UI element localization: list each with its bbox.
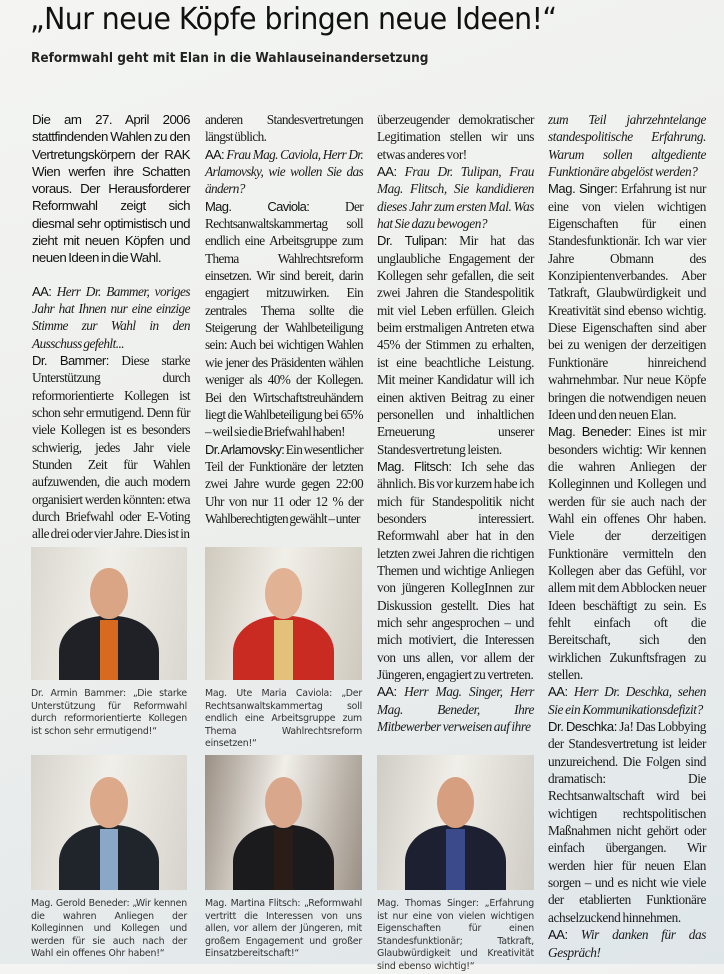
paragraph-text: anderen Standesvertretungen längst üblich. (205, 112, 363, 145)
paragraph-text: Wir danken für das Gespräch! (548, 927, 706, 960)
interview-question (548, 926, 706, 961)
speaker-label: Mag. Beneder: (548, 424, 632, 440)
clothing-detail (100, 829, 119, 890)
text-column-1 (32, 111, 190, 543)
speaker-label: Mag. Flitsch: (377, 458, 452, 474)
caption-beneder: Mag. Gerold Beneder: „Wir kennen die wahren Anliegen der Kolleginnen und Kollegen und werden für sie auch nach der Wahl ein offenes Ohr haben!“ (31, 898, 187, 960)
interview-answer (548, 180, 706, 423)
paragraph-text: Erfahrung ist nur eine von vielen wichtigen Eigenschaften für einen Standesfunktionär. Ich war vier Jahre Obmann des Konzipientenverbandes. Aber Tatkraft, Glaubwürdigkeit und Kreativität sind ebenso wichtig. Diese Eigenschaften sind aber bei zu wenigen der derzeitigen Funktionäre hinreichend wahrnehmbar. Nur neue Köpfe bringen die notwendigen neuen Ideen und den neuen Elan. (548, 181, 706, 422)
speaker-label: AA: (548, 684, 568, 700)
interview-question (32, 283, 190, 352)
person-head (265, 777, 303, 828)
clothing-detail (100, 620, 119, 680)
paragraph-text: zum Teil jahrzehntelange standespolitische Erfahrung. Warum sollen altgediente Funktionäre abgelöst werden? (548, 112, 706, 180)
interview-answer (205, 441, 363, 528)
interview-question (548, 111, 706, 180)
speaker-label: AA: (377, 684, 397, 700)
speaker-label: AA: (32, 283, 52, 299)
speaker-label: Dr. Bammer: (32, 353, 109, 369)
interview-answer (377, 458, 534, 683)
paragraph-text: Herr Mag. Singer, Herr Mag. Beneder, Ihre Mitbewerber verweisen auf ihre (377, 684, 534, 735)
person-head (90, 568, 127, 619)
paragraph-text: Der Rechtsanwaltskammertag soll endlich eine Arbeitsgruppe zum Thema Wahlrechtsreform einsetzen. Wir sind bereit, darin engagiert mitzuwirken. Ein zentrales Thema sollte die Steigerung der Wahlbeteiligung sein: Auch bei wichtigen Wahlen wie jener des Präsidenten wählen weniger als 40% der Kollegen. Bei den Wirtschaftstreuhändern liegt die Wahlbeteiligung bei 65% – weil sie die Briefwahl haben! (205, 198, 363, 440)
text-column-2 (205, 111, 363, 527)
paragraph-text: Herr Dr. Deschka, sehen Sie ein Kommunikationsdefizit? (548, 684, 706, 717)
interview-question (377, 683, 534, 735)
paragraph-text: Herr Dr. Bammer, voriges Jahr hat Ihnen nur eine einzige Stimme zur Wahl in den Ausschuss gefehlt... (32, 283, 190, 351)
paragraph-text: überzeugender demokratischer Legitimation stellen wir uns etwas anderes vor! (377, 112, 534, 162)
paragraph-text: Frau Mag. Caviola, Herr Dr. Arlamovsky, wie wollen Sie das ändern? (205, 146, 364, 197)
interview-answer (377, 232, 534, 457)
article-title: „Nur neue Köpfe bringen neue Ideen!“ (30, 2, 557, 37)
paragraph-text: Eines ist mir besonders wichtig: Wir kennen die wahren Anliegen der Kolleginnen und Kollegen und werden für sie auch nach der Wahl ein offenes Ohr haben. Viele der derzeitigen Funktionäre vermitteln den Kollegen aber das Gefühl, vor allem mit dem Abblocken neuer Ideen beschäftigt zu sein. Es fehlt einfach oft die Bereitschaft, sich den wirklichen Zukunftsfragen zu stellen. (548, 424, 707, 682)
interview-answer (205, 111, 363, 146)
paragraph-text: Ein wesentlicher Teil der Funktionäre der letzten zwei Jahre wurde gegen 22:00 Uhr von nur 11 oder 12 % der Wahlberechtigten gewählt – unter (205, 441, 363, 526)
paragraph-text: Ja! Das Lobbying der Standesvertretung ist leider unzureichend. Die Folgen sind dramatisch: Die Rechtsanwaltschaft wird bei wichtigen rechtspolitischen Maßnahmen nicht gehört oder einfach übergangen. Wir werden hier für neuen Elan sorgen – und es nicht wie viele der etablierten Funktionäre achselzuckend hinnehmen. (548, 719, 706, 925)
paragraph-text: Diese starke Unterstützung durch reformorientierte Kollegen ist schon sehr ermutigend. Denn für viele Kollegen ist es besonders schwierig, jedes Jahr viele Stunden Zeit für Wahlen aufzuwenden, die auch modern organisiert werden könnten: etwa durch Briefwahl oder E-Voting alle drei oder vier Jahre. Dies ist in (32, 353, 190, 542)
paragraph-text: Frau Dr. Tulipan, Frau Mag. Flitsch, Sie kandidieren dieses Jahr zum ersten Mal. Was hat Sie dazu bewogen? (377, 164, 534, 232)
clothing-detail (274, 620, 293, 680)
speaker-label: Dr. Arlamovsky: (205, 441, 285, 457)
caption-caviola: Mag. Ute Maria Caviola: „Der Rechtsanwaltskammertag soll endlich eine Arbeitsgruppe zum Thema Wahlrechtsreform einsetzen!“ (205, 688, 362, 750)
clothing-detail (274, 829, 293, 890)
caption-flitsch: Mag. Martina Flitsch: „Reformwahl vertritt die Interessen von uns allen, vor allem der Jüngeren, mit großem Engagement und großer Einsatzbereitschaft!“ (205, 898, 362, 960)
clothing-detail (446, 829, 465, 890)
intro-paragraph: Die am 27. April 2006 stattfindenden Wahlen zu den Vertretungskörpern der RAK Wien werfen ihre Schatten voraus. Der Herausforderer Reformwahl zeigt sich diesmal sehr optimistisch und zieht mit neuen Köpfen und neuen Ideen in die Wahl. (32, 112, 190, 266)
person-head (265, 568, 303, 619)
speaker-label: Dr. Tulipan: (377, 233, 447, 249)
interview-answer (205, 198, 363, 441)
person-head (437, 777, 475, 828)
interview-question (377, 163, 534, 232)
speaker-label: Mag. Singer: (548, 181, 618, 197)
photo-flitsch (205, 755, 362, 890)
photo-singer (377, 755, 534, 890)
interview-question (205, 146, 363, 198)
paragraph-text: Ich sehe das ähnlich. Bis vor kurzem habe ich mich für Standespolitik nicht besonders interessiert. Reformwahl aber hat in den letzten zwei Jahren die richtigen Themen und wichtige Anliegen von jüngeren KollegInnen zur Diskussion gestellt. Dies hat mich sehr angesprochen – und mich motiviert, die Interessen von uns allen, vor allem der Jüngeren, engagiert zu vertreten. (377, 458, 535, 682)
person-head (90, 777, 127, 828)
speaker-label: Dr. Deschka: (548, 719, 617, 735)
speaker-label: AA: (377, 164, 397, 180)
photo-beneder (31, 755, 187, 890)
interview-answer (548, 718, 706, 926)
text-column-3 (377, 111, 534, 735)
speaker-label: AA: (205, 146, 225, 162)
interview-answer (377, 111, 534, 163)
speaker-label: Mag. Caviola: (205, 198, 310, 214)
paragraph-text: Mir hat das unglaubliche Engagement der Kollegen sehr gefallen, die seit zwei Jahren die Standespolitik mit viel Leben erfüllen. Gleich beim erstmaligen Antreten etwa 45% der Stimmen zu erhalten, ist eine beachtliche Leistung. Mit meiner Kandidatur will ich einen aktiven Beitrag zu einer personellen und inhaltlichen Erneuerung unserer Standesvertretung leisten. (377, 233, 534, 457)
interview-question (548, 683, 706, 718)
text-column-4 (548, 111, 706, 961)
interview-answer (548, 423, 706, 683)
photo-caviola (205, 547, 362, 680)
interview-answer (32, 352, 190, 543)
caption-singer: Mag. Thomas Singer: „Erfahrung ist nur eine von vielen wichtigen Eigenschaften für einen Standesfunktionär; Tatkraft, Glaubwürdigkeit und Kreativität sind ebenso wichtig!“ (377, 898, 534, 972)
photo-bammer (31, 547, 187, 680)
speaker-label: AA: (548, 927, 568, 943)
article-subtitle: Reformwahl geht mit Elan in die Wahlauseinandersetzung (31, 51, 429, 66)
caption-bammer: Dr. Armin Bammer: „Die starke Unterstützung für Reformwahl durch reformorientierte Kollegen ist schon sehr ermutigend!“ (31, 688, 187, 737)
